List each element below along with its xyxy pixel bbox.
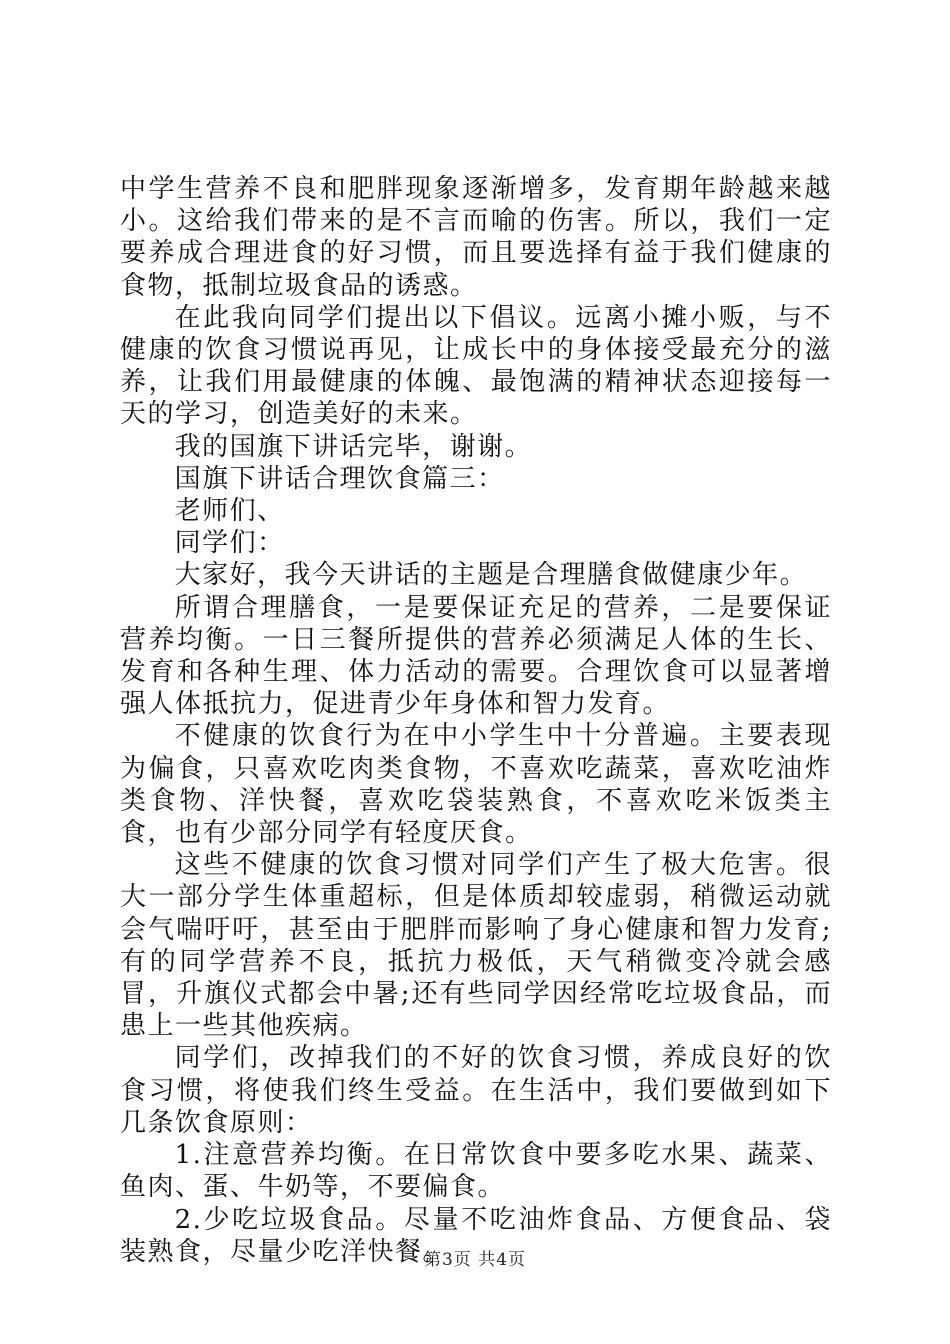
salutation: 老师们、: [174, 496, 285, 527]
paragraph: 我的国旗下讲话完毕，谢谢。: [174, 431, 533, 462]
paragraph: 大家好，我今天讲话的主题是合理膳食做健康少年。: [174, 560, 808, 591]
paragraph: 这些不健康的饮食习惯对同学们产生了极大危害。很大一部分学生体重超标，但是体质却较虚弱，稍微运动就会气喘吁吁，甚至由于肥胖而影响了身心健康和智力发育;有的同学营养不良，抵抗力极低，天气稍微变冷就会感冒，升旗仪式都会中暑;还有些同学因经常吃垃圾食品，而患上一些其他疾病。: [120, 850, 832, 1042]
paragraph: 不健康的饮食行为在中小学生中十分普遍。主要表现为偏食，只喜欢吃肉类食物，不喜欢吃蔬菜，喜欢吃油炸类食物、洋快餐，喜欢吃袋装熟食，不喜欢吃米饭类主食，也有少部分同学有轻度厌食。: [120, 721, 832, 849]
paragraph: 同学们，改掉我们的不好的饮食习惯，养成良好的饮食习惯，将使我们终生受益。在生活中，我们要做到如下几条饮食原则：: [120, 1043, 832, 1138]
list-item: 1.注意营养均衡。在日常饮食中要多吃水果、蔬菜、鱼肉、蛋、牛奶等，不要偏食。: [120, 1140, 832, 1203]
paragraph: 在此我向同学们提出以下倡议。远离小摊小贩，与不健康的饮食习惯说再见，让成长中的身体接受最充分的滋养，让我们用最健康的体魄、最饱满的精神状态迎接每一天的学习，创造美好的未来。: [120, 302, 832, 430]
section-heading: 国旗下讲话合理饮食篇三：: [174, 463, 505, 494]
body-text: [120, 173, 832, 1268]
page-footer: 第3页 共4页: [423, 1250, 527, 1270]
salutation: 同学们：: [174, 528, 285, 559]
paragraph: 中学生营养不良和肥胖现象逐渐增多，发育期年龄越来越小。这给我们带来的是不言而喻的伤害。所以，我们一定要养成合理进食的好习惯，而且要选择有益于我们健康的食物，抵制垃圾食品的诱惑。: [120, 174, 832, 301]
paragraph: 所谓合理膳食，一是要保证充足的营养，二是要保证营养均衡。一日三餐所提供的营养必须满足人体的生长、发育和各种生理、体力活动的需要。合理饮食可以显著增强人体抵抗力，促进青少年身体和智力发育。: [120, 592, 832, 720]
list-item: 2.少吃垃圾食品。尽量不吃油炸食品、方便食品、袋装熟食，尽量少吃洋快餐。: [120, 1204, 832, 1267]
